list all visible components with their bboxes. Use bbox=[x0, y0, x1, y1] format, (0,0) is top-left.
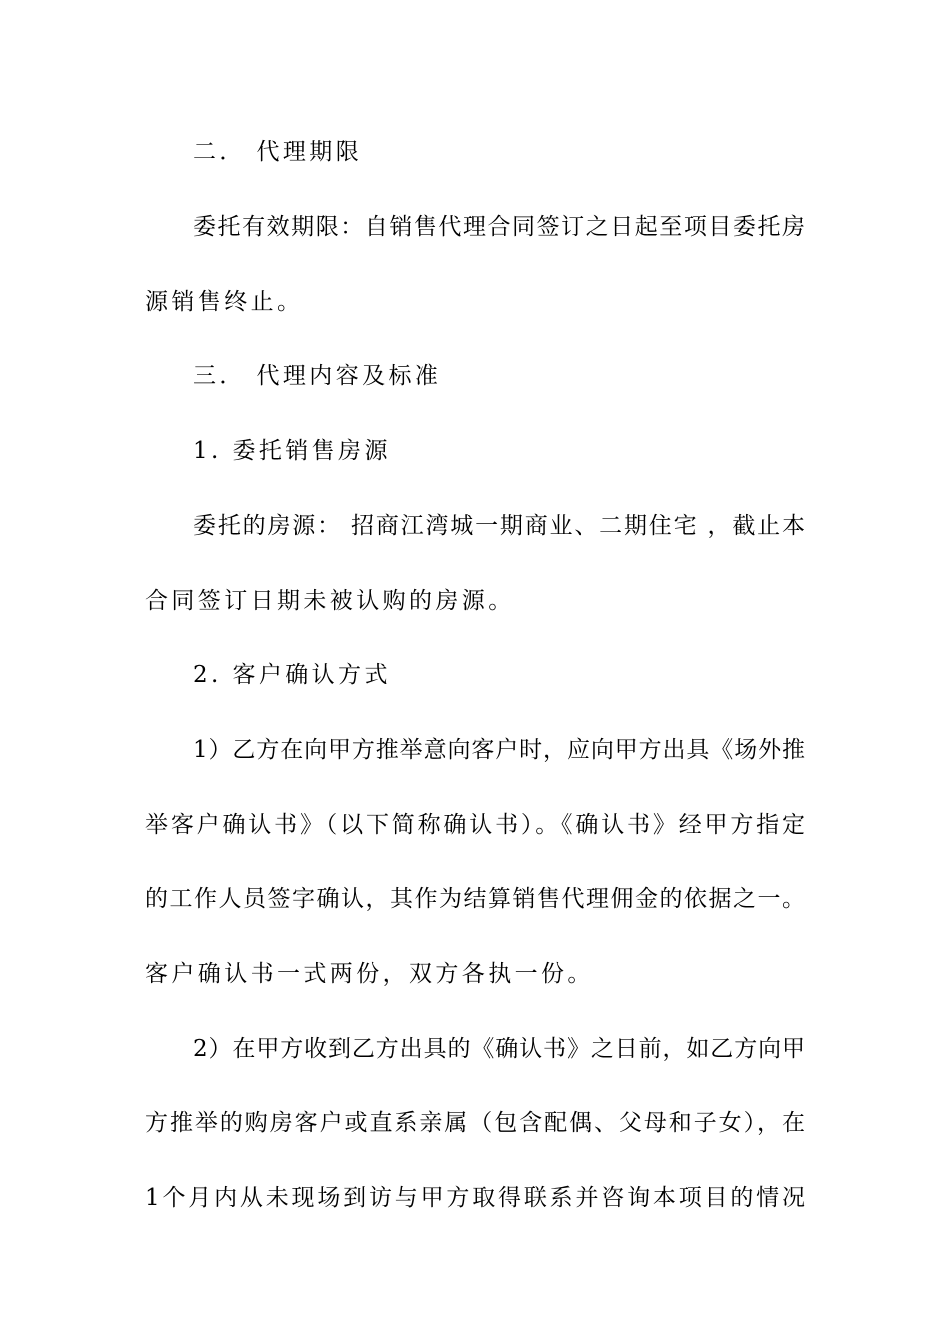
paragraph-line: 举客户确认书》（以下简称确认书）。《确认书》经甲方指定 bbox=[145, 812, 805, 838]
paragraph-line: 合同签订日期未被认购的房源。 bbox=[145, 588, 515, 614]
paragraph-line: 客户确认书一式两份，双方各执一份。 bbox=[145, 961, 594, 987]
section-heading-content: 三． 代理内容及标准 bbox=[193, 363, 442, 389]
paragraph-line: 源销售终止。 bbox=[145, 289, 304, 315]
paragraph-line: 1个月内从未现场到访与甲方取得联系并咨询本项目的情况 bbox=[145, 1185, 805, 1211]
section-heading-term: 二． 代理期限 bbox=[193, 139, 363, 165]
paragraph-line: 1）乙方在向甲方推举意向客户时，应向甲方出具《场外推 bbox=[193, 737, 805, 763]
paragraph-line: 委托的房源： 招商江湾城一期商业、二期住宅 ，截止本 bbox=[193, 513, 805, 539]
paragraph-line: 方推举的购房客户或直系亲属（包含配偶、父母和子女），在 bbox=[145, 1110, 805, 1136]
paragraph-line: 2）在甲方收到乙方出具的《确认书》之日前，如乙方向甲 bbox=[193, 1036, 805, 1062]
paragraph-line: 委托有效期限：自销售代理合同签订之日起至项目委托房 bbox=[193, 214, 805, 240]
paragraph-line: 的工作人员签字确认，其作为结算销售代理佣金的依据之一。 bbox=[145, 886, 805, 912]
subheading-listings: 1. 委托销售房源 bbox=[193, 438, 391, 464]
subheading-client-confirmation: 2. 客户确认方式 bbox=[193, 662, 391, 688]
